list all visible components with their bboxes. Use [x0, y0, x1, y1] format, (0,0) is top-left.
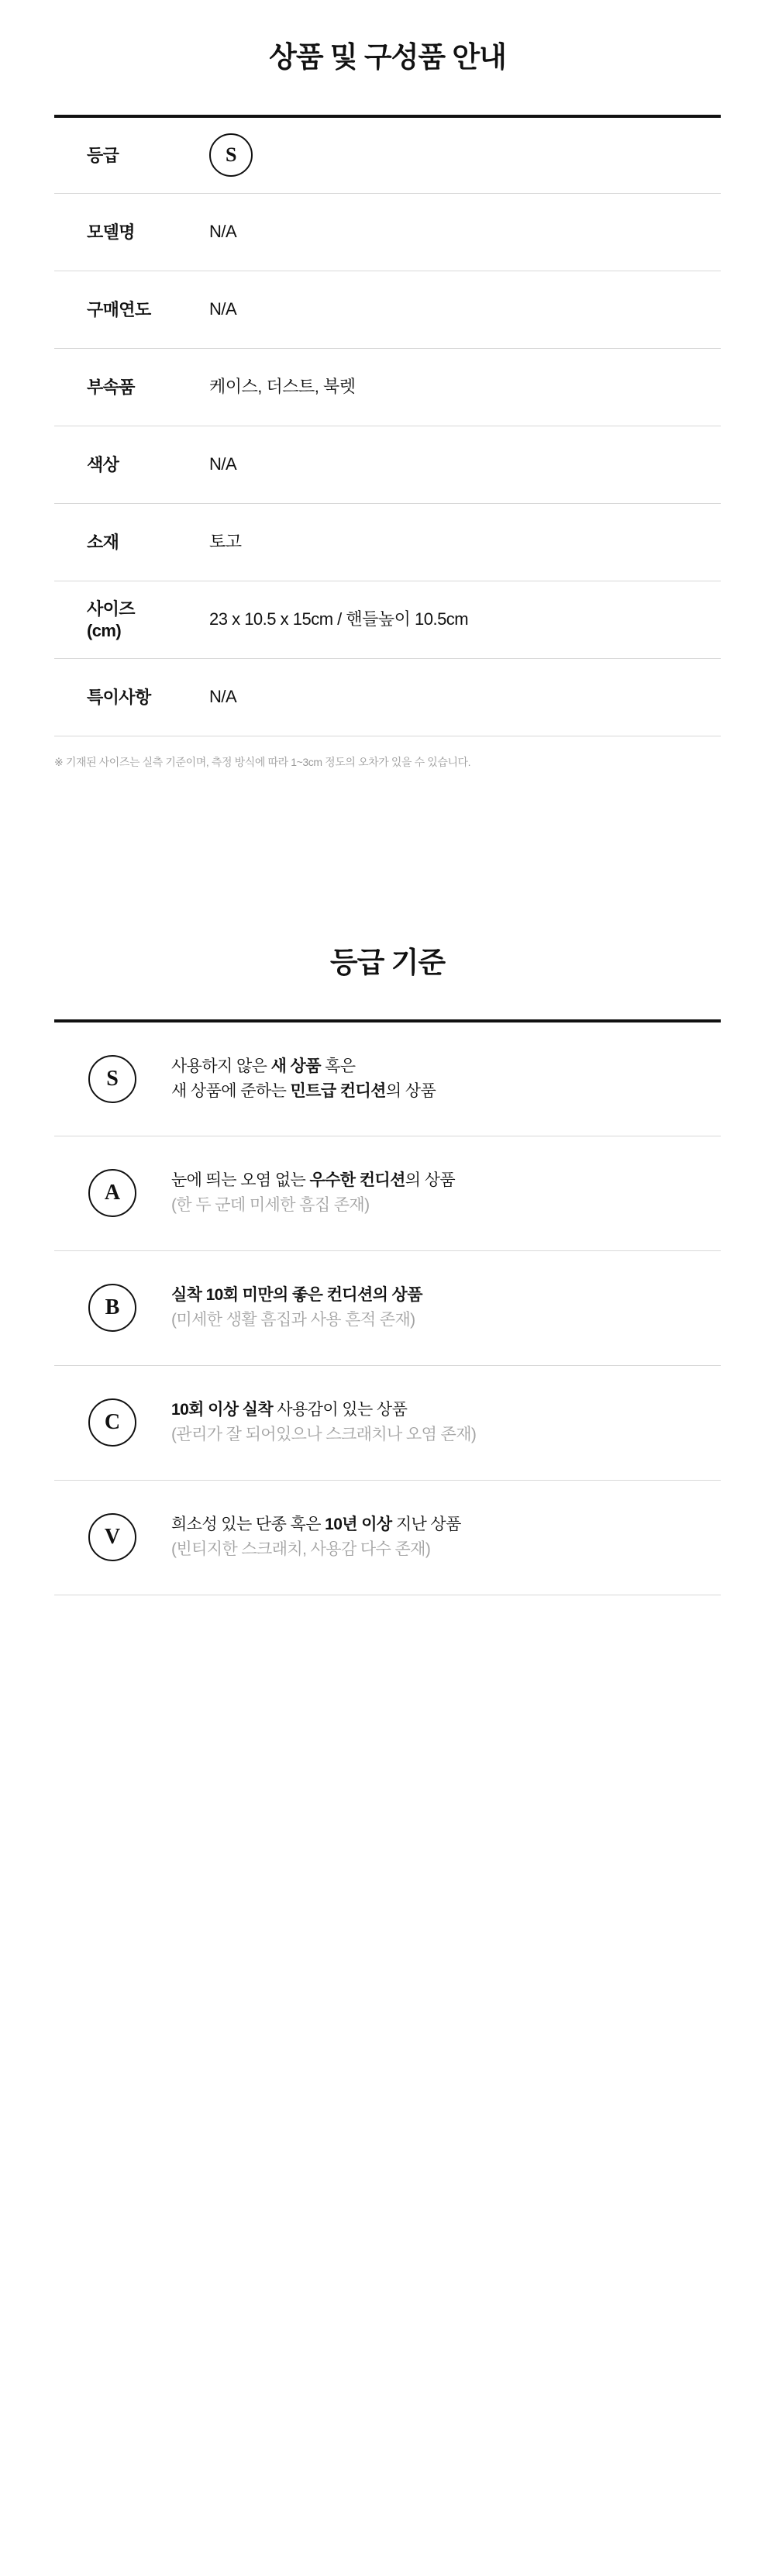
- spec-label-model: 모델명: [87, 222, 135, 242]
- product-spec-section: [0, 19, 775, 772]
- grade-text-strong: 10년 이상: [325, 1515, 392, 1533]
- table-row: [54, 271, 721, 349]
- table-row: [54, 581, 721, 659]
- spec-label-remarks: 특이사항: [87, 687, 151, 707]
- grade-badge-cell-s: [54, 1021, 170, 1136]
- grade-desc-line: [171, 1079, 705, 1105]
- table-row: [54, 1021, 721, 1136]
- table-row: [54, 1480, 721, 1595]
- grade-criteria-section: [0, 939, 775, 1595]
- spec-value-model: N/A: [209, 222, 237, 242]
- table-row: [54, 426, 721, 504]
- table-row: [54, 194, 721, 271]
- table-row: [54, 349, 721, 426]
- grade-badge-v: V: [88, 1513, 136, 1561]
- grade-desc-subline: (관리가 잘 되어있으나 스크래치나 오염 존재): [171, 1426, 477, 1444]
- grade-desc-line: [171, 1168, 705, 1194]
- grade-desc-line: [171, 1283, 705, 1309]
- table-row: [54, 116, 721, 194]
- spec-label-size-line1: 사이즈: [87, 599, 135, 619]
- grade-text-strong: 민트급 컨디션: [290, 1082, 386, 1101]
- spec-measurement-note: ※ 기재된 사이즈는 실측 기준이며, 측정 방식에 따라 1~3cm 정도의 오차가 있을 수 있습니다.: [54, 756, 471, 769]
- grade-desc-line: [171, 1054, 705, 1080]
- spec-value-grade: [209, 116, 721, 194]
- grade-badge-cell-v: [54, 1480, 170, 1595]
- spec-value-remarks: N/A: [209, 687, 237, 707]
- grade-text-strong: 실착 10회 미만의 좋은 컨디션의 상품: [171, 1285, 422, 1304]
- grade-text-plain: 지난 상품: [391, 1515, 461, 1533]
- grade-text-plain: 사용감이 있는 상품: [273, 1400, 408, 1419]
- grade-text-plain: 희소성 있는 단종 혹은: [171, 1515, 326, 1533]
- spec-value-purchase-year: N/A: [209, 299, 237, 319]
- grade-text-plain: 눈에 띄는 오염 없는: [171, 1171, 310, 1189]
- spec-label-purchase-year: 구매연도: [87, 299, 151, 319]
- grade-desc-subline: (한 두 군데 미세한 흠집 존재): [171, 1196, 370, 1215]
- grade-desc-cell-s: [170, 1021, 721, 1136]
- grade-desc-subline: (미세한 생활 흠집과 사용 흔적 존재): [171, 1311, 415, 1329]
- grade-badge-a: A: [88, 1169, 136, 1217]
- grade-desc-cell-a: [170, 1136, 721, 1250]
- grade-desc-cell-c: [170, 1365, 721, 1480]
- grade-text-strong: 10회 이상 실착: [171, 1400, 274, 1419]
- spec-label-size-line2: (cm): [87, 620, 122, 640]
- spec-value-color: N/A: [209, 454, 237, 474]
- spec-section-title: 상품 및 구성품 안내: [269, 40, 506, 73]
- table-row: [54, 1250, 721, 1365]
- grade-badge-cell-b: [54, 1250, 170, 1365]
- grade-section-title: 등급 기준: [329, 946, 446, 978]
- grade-desc-cell-b: [170, 1250, 721, 1365]
- grade-text-plain: 사용하지 않은: [171, 1057, 271, 1075]
- table-row: [54, 1136, 721, 1250]
- grade-desc-line: [171, 1398, 705, 1423]
- table-row: [54, 1365, 721, 1480]
- section-spacer: [0, 772, 775, 919]
- spec-value-material: 토고: [209, 532, 242, 552]
- grade-text-plain: 의 상품: [405, 1171, 456, 1189]
- grade-text-strong: 우수한 컨디션: [309, 1171, 405, 1189]
- spec-label-material: 소재: [87, 532, 119, 552]
- grade-badge-cell-a: [54, 1136, 170, 1250]
- product-spec-table: [54, 115, 721, 737]
- grade-badge-s: S: [88, 1055, 136, 1103]
- spec-label-grade: 등급: [87, 145, 119, 165]
- grade-badge-b: B: [88, 1284, 136, 1332]
- grade-badge-s: S: [209, 133, 253, 177]
- product-detail-page: [0, 19, 775, 1595]
- table-row: [54, 504, 721, 581]
- grade-desc-cell-v: [170, 1480, 721, 1595]
- grade-text-strong: 새 상품: [270, 1057, 321, 1075]
- table-row: [54, 659, 721, 736]
- grade-desc-line: [171, 1512, 705, 1538]
- spec-label-accessories: 부속품: [87, 377, 135, 397]
- grade-badge-c: C: [88, 1398, 136, 1447]
- spec-label-color: 색상: [87, 454, 119, 474]
- grade-text-plain: 새 상품에 준하는: [171, 1082, 291, 1101]
- spec-value-size: 23 x 10.5 x 15cm / 핸들높이 10.5cm: [209, 609, 469, 629]
- grade-criteria-table: [54, 1019, 721, 1595]
- grade-text-plain: 혹은: [320, 1057, 356, 1075]
- grade-badge-cell-c: [54, 1365, 170, 1480]
- spec-label-size: [54, 581, 209, 659]
- grade-desc-subline: (빈티지한 스크래치, 사용감 다수 존재): [171, 1540, 431, 1559]
- spec-value-accessories: 케이스, 더스트, 북렛: [209, 377, 356, 397]
- grade-text-plain: 의 상품: [385, 1082, 436, 1101]
